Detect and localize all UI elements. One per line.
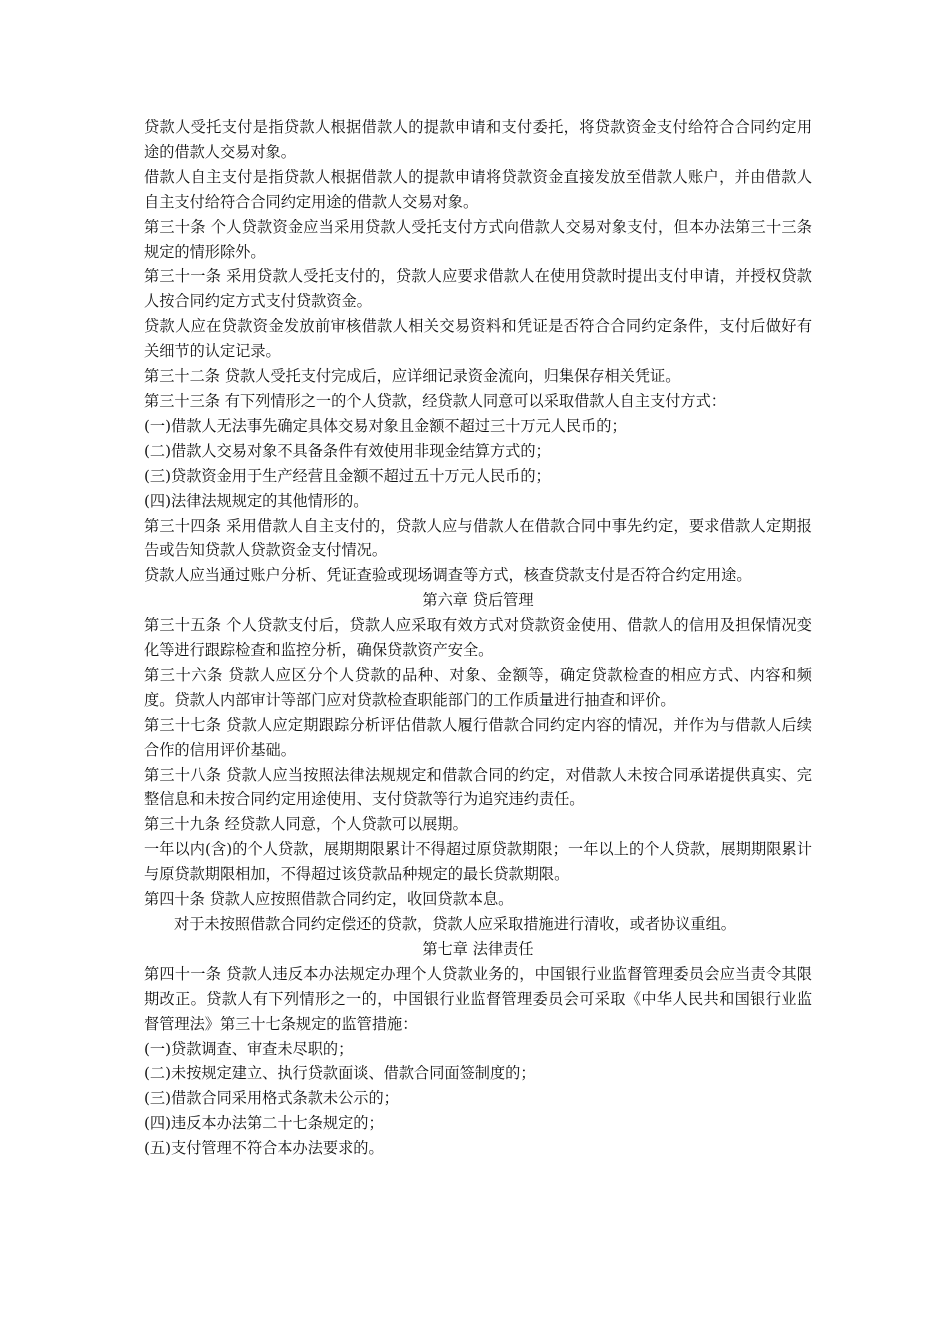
list-item: (一)贷款调查、审查未尽职的； — [144, 1039, 354, 1058]
list-item: (三)借款合同采用格式条款未公示的； — [144, 1089, 399, 1108]
paragraph: 第三十二条 贷款人受托支付完成后，应详细记录资金流向，归集保存相关凭证。 — [144, 367, 681, 386]
chapter-heading: 第七章 法律责任 — [422, 939, 534, 958]
list-item: (四)违反本办法第二十七条规定的； — [144, 1114, 384, 1133]
list-item: (二)借款人交易对象不具备条件有效使用非现金结算方式的； — [144, 441, 551, 460]
paragraph: 借款人自主支付是指贷款人根据借款人的提款申请将贷款资金直接发放至借款人账户，并由借款人自主支付给符合合同约定用途的借款人交易对象。 — [144, 167, 812, 211]
paragraph: 第三十一条 采用贷款人受托支付的，贷款人应要求借款人在使用贷款时提出支付申请，并授权贷款人按合同约定方式支付贷款资金。 — [144, 267, 812, 311]
list-item: (二)未按规定建立、执行贷款面谈、借款合同面签制度的； — [144, 1064, 536, 1083]
paragraph: 第三十四条 采用借款人自主支付的，贷款人应与借款人在借款合同中事先约定，要求借款人定期报告或告知贷款人贷款资金支付情况。 — [144, 516, 812, 560]
paragraph: 第四十条 贷款人应按照借款合同约定，收回贷款本息。 — [144, 890, 514, 909]
paragraph: 第三十五条 个人贷款支付后，贷款人应采取有效方式对贷款资金使用、借款人的信用及担保情况变化等进行跟踪检查和监控分析，确保贷款资产安全。 — [144, 616, 812, 660]
paragraph: 一年以内(含)的个人贷款，展期期限累计不得超过原贷款期限；一年以上的个人贷款，展期期限累计与原贷款期限相加，不得超过该贷款品种规定的最长贷款期限。 — [144, 840, 812, 884]
paragraph: 第三十八条 贷款人应当按照法律法规规定和借款合同的约定，对借款人未按合同承诺提供真实、完整信息和未按合同约定用途使用、支付贷款等行为追究违约责任。 — [144, 765, 812, 809]
list-item: (一)借款人无法事先确定具体交易对象且金额不超过三十万元人民币的； — [144, 416, 627, 435]
paragraph: 第三十三条 有下列情形之一的个人贷款，经贷款人同意可以采取借款人自主支付方式： — [144, 391, 726, 410]
paragraph: 第三十条 个人贷款资金应当采用贷款人受托支付方式向借款人交易对象支付，但本办法第三十三条规定的情形除外。 — [144, 217, 812, 261]
paragraph: 贷款人受托支付是指贷款人根据借款人的提款申请和支付委托，将贷款资金支付给符合合同约定用途的借款人交易对象。 — [144, 118, 812, 161]
list-item: (三)贷款资金用于生产经营且金额不超过五十万元人民币的； — [144, 466, 551, 485]
paragraph: 贷款人应当通过账户分析、凭证查验或现场调查等方式，核查贷款支付是否符合约定用途。 — [144, 566, 752, 585]
document-body — [144, 115, 812, 1161]
paragraph: 第三十六条 贷款人应区分个人贷款的品种、对象、金额等，确定贷款检查的相应方式、内容和频度。贷款人内部审计等部门应对贷款检查职能部门的工作质量进行抽查和评价。 — [144, 665, 812, 709]
chapter-heading: 第六章 贷后管理 — [422, 591, 534, 610]
paragraph: 对于未按照借款合同约定偿还的贷款，贷款人应采取措施进行清收，或者协议重组。 — [174, 915, 736, 933]
paragraph: 第四十一条 贷款人违反本办法规定办理个人贷款业务的，中国银行业监督管理委员会应当责令其限期改正。贷款人有下列情形之一的，中国银行业监督管理委员会可采取《中华人民共和国银行业监督管理法》第三十七条规定的监管措施： — [144, 964, 812, 1033]
list-item: (五)支付管理不符合本办法要求的。 — [144, 1139, 384, 1158]
paragraph: 第三十九条 经贷款人同意，个人贷款可以展期。 — [144, 815, 468, 834]
list-item: (四)法律法规规定的其他情形的。 — [144, 491, 369, 510]
paragraph: 贷款人应在贷款资金发放前审核借款人相关交易资料和凭证是否符合合同约定条件，支付后做好有关细节的认定记录。 — [144, 317, 812, 361]
paragraph: 第三十七条 贷款人应定期跟踪分析评估借款人履行借款合同约定内容的情况，并作为与借款人后续合作的信用评价基础。 — [144, 715, 812, 759]
